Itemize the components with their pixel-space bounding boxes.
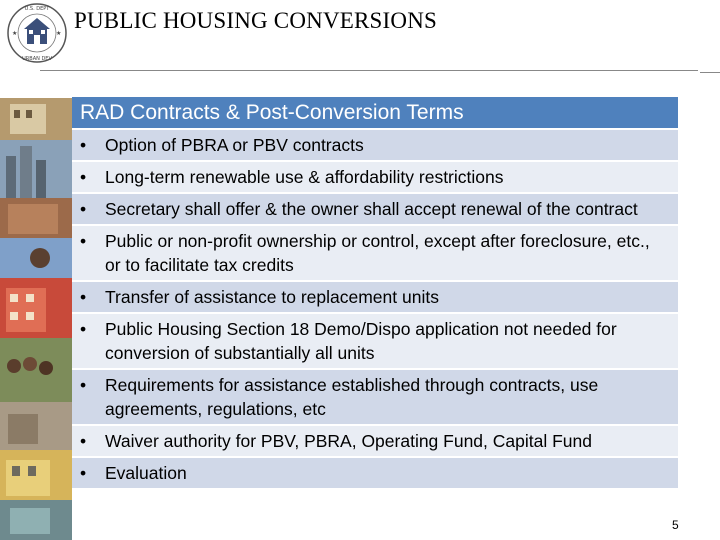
row-text: Public Housing Section 18 Demo/Dispo application not needed for conversion of substantially all units xyxy=(105,319,617,363)
row-text: Public or non-profit ownership or control, except after foreclosure, etc., or to facilitate tax credits xyxy=(105,231,650,275)
bullet: • xyxy=(80,199,87,219)
table-heading: RAD Contracts & Post-Conversion Terms xyxy=(80,100,464,124)
table-row xyxy=(72,130,678,162)
table-row xyxy=(72,162,678,194)
bullet: • xyxy=(80,375,87,395)
table-row xyxy=(72,458,678,490)
photo-collage-strip xyxy=(0,98,72,540)
bullet: • xyxy=(80,167,87,187)
row-text: Waiver authority for PBV, PBRA, Operating Fund, Capital Fund xyxy=(105,431,592,451)
svg-text:★: ★ xyxy=(56,30,62,37)
bullet: • xyxy=(80,135,87,155)
page-number: 5 xyxy=(672,518,679,532)
title-divider xyxy=(40,70,698,71)
row-text: Transfer of assistance to replacement units xyxy=(105,287,439,307)
row-text: Long-term renewable use & affordability restrictions xyxy=(105,167,504,187)
table-row xyxy=(72,370,678,426)
svg-text:U.S. DEPT: U.S. DEPT xyxy=(24,6,50,12)
bullet: • xyxy=(80,463,87,483)
row-text: Secretary shall offer & the owner shall accept renewal of the contract xyxy=(105,199,638,219)
terms-table xyxy=(72,97,678,490)
svg-text:★: ★ xyxy=(12,30,18,37)
bullet: • xyxy=(80,431,87,451)
table-row xyxy=(72,226,678,282)
bullet: • xyxy=(80,319,87,339)
bullet: • xyxy=(80,231,87,251)
row-text: Evaluation xyxy=(105,463,187,483)
hud-seal-icon xyxy=(6,2,68,64)
row-text: Option of PBRA or PBV contracts xyxy=(105,135,364,155)
table-row xyxy=(72,314,678,370)
hud-seal-logo xyxy=(6,2,68,64)
row-text: Requirements for assistance established through contracts, use agreements, regulations, etc xyxy=(105,375,599,419)
title-divider-tail xyxy=(700,72,720,73)
svg-text:URBAN DEV: URBAN DEV xyxy=(22,56,52,62)
table-header xyxy=(72,97,678,130)
table-row xyxy=(72,426,678,458)
table-row xyxy=(72,194,678,226)
bullet: • xyxy=(80,287,87,307)
table-row xyxy=(72,282,678,314)
slide-title: PUBLIC HOUSING CONVERSIONS xyxy=(74,8,438,33)
